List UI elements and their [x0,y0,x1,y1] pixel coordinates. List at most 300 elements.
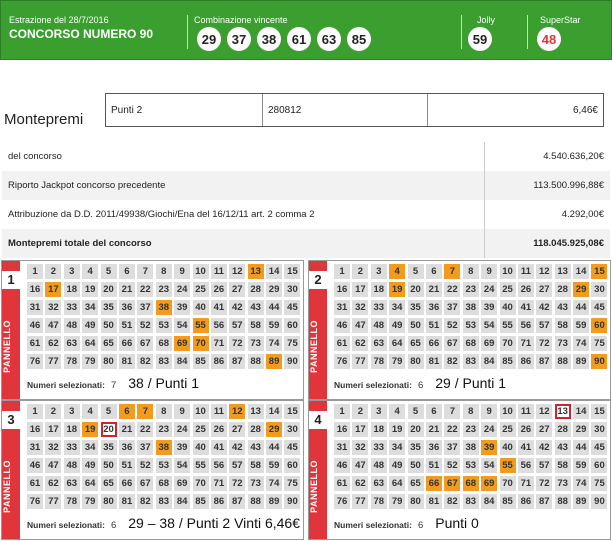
number-cell[interactable]: 33 [64,300,80,315]
number-cell[interactable]: 65 [101,336,117,351]
number-cell[interactable]: 67 [444,336,460,351]
number-cell[interactable]: 87 [536,354,552,369]
number-cell[interactable]: 10 [193,404,209,419]
number-cell[interactable]: 4 [389,404,405,419]
number-cell[interactable]: 14 [573,264,589,279]
number-cell[interactable]: 66 [119,336,135,351]
number-cell[interactable]: 31 [27,300,43,315]
number-cell[interactable]: 6 [119,404,135,419]
number-cell[interactable]: 75 [284,336,300,351]
number-cell[interactable]: 66 [119,476,135,491]
number-cell[interactable]: 17 [45,282,61,297]
number-cell[interactable]: 36 [119,440,135,455]
number-cell[interactable]: 89 [573,494,589,509]
number-cell[interactable]: 71 [518,476,534,491]
number-cell[interactable]: 61 [27,476,43,491]
number-cell[interactable]: 40 [500,300,516,315]
number-cell[interactable]: 74 [573,336,589,351]
number-cell[interactable]: 42 [229,300,245,315]
number-cell[interactable]: 31 [27,440,43,455]
number-cell[interactable]: 24 [481,422,497,437]
number-cell[interactable]: 38 [156,440,172,455]
number-cell[interactable]: 67 [137,476,153,491]
number-cell[interactable]: 40 [500,440,516,455]
number-cell[interactable]: 9 [174,404,190,419]
number-cell[interactable]: 77 [352,494,368,509]
number-cell[interactable]: 7 [444,264,460,279]
number-cell[interactable]: 64 [82,476,98,491]
number-cell[interactable]: 74 [573,476,589,491]
number-cell[interactable]: 87 [229,354,245,369]
number-cell[interactable]: 53 [156,458,172,473]
number-cell[interactable]: 28 [555,282,571,297]
number-cell[interactable]: 29 [573,282,589,297]
number-cell[interactable]: 69 [174,476,190,491]
number-cell[interactable]: 16 [334,422,350,437]
number-cell[interactable]: 64 [389,336,405,351]
number-cell[interactable]: 12 [536,404,552,419]
number-cell[interactable]: 88 [248,354,264,369]
number-cell[interactable]: 42 [229,440,245,455]
number-cell[interactable]: 33 [371,300,387,315]
number-cell[interactable]: 51 [119,318,135,333]
number-cell[interactable]: 18 [371,282,387,297]
number-cell[interactable]: 60 [591,318,607,333]
number-cell[interactable]: 6 [119,264,135,279]
number-cell[interactable]: 51 [426,318,442,333]
number-cell[interactable]: 36 [426,440,442,455]
number-cell[interactable]: 45 [284,300,300,315]
number-cell[interactable]: 62 [45,476,61,491]
number-cell[interactable]: 84 [481,494,497,509]
number-cell[interactable]: 41 [211,300,227,315]
number-cell[interactable]: 12 [229,404,245,419]
number-cell[interactable]: 19 [389,422,405,437]
number-cell[interactable]: 88 [555,494,571,509]
number-cell[interactable]: 49 [82,458,98,473]
number-cell[interactable]: 53 [463,458,479,473]
number-cell[interactable]: 19 [82,422,98,437]
number-cell[interactable]: 21 [426,422,442,437]
number-cell[interactable]: 55 [500,318,516,333]
number-cell[interactable]: 74 [266,336,282,351]
number-cell[interactable]: 73 [248,336,264,351]
number-cell[interactable]: 32 [352,300,368,315]
number-cell[interactable]: 85 [500,494,516,509]
number-cell[interactable]: 32 [352,440,368,455]
number-cell[interactable]: 65 [408,336,424,351]
number-cell[interactable]: 20 [408,282,424,297]
number-cell[interactable]: 44 [266,440,282,455]
number-cell[interactable]: 39 [174,300,190,315]
number-cell[interactable]: 35 [101,440,117,455]
number-cell[interactable]: 76 [334,354,350,369]
number-cell[interactable]: 5 [101,264,117,279]
number-cell[interactable]: 70 [500,476,516,491]
number-cell[interactable]: 35 [408,440,424,455]
number-cell[interactable]: 57 [229,318,245,333]
number-cell[interactable]: 70 [193,476,209,491]
number-cell[interactable]: 80 [408,354,424,369]
number-cell[interactable]: 76 [27,494,43,509]
number-cell[interactable]: 37 [137,440,153,455]
number-cell[interactable]: 25 [500,422,516,437]
number-cell[interactable]: 27 [536,422,552,437]
number-cell[interactable]: 70 [500,336,516,351]
number-cell[interactable]: 41 [518,300,534,315]
number-cell[interactable]: 23 [463,282,479,297]
number-cell[interactable]: 20 [101,282,117,297]
number-cell[interactable]: 22 [137,282,153,297]
number-cell[interactable]: 1 [334,264,350,279]
number-cell[interactable]: 9 [481,404,497,419]
number-cell[interactable]: 73 [248,476,264,491]
number-cell[interactable]: 73 [555,476,571,491]
number-cell[interactable]: 19 [82,282,98,297]
number-cell[interactable]: 21 [119,422,135,437]
number-cell[interactable]: 52 [444,458,460,473]
number-cell[interactable]: 15 [591,404,607,419]
number-cell[interactable]: 77 [352,354,368,369]
number-cell[interactable]: 71 [211,476,227,491]
number-cell[interactable]: 78 [64,354,80,369]
number-cell[interactable]: 8 [156,404,172,419]
number-cell[interactable]: 78 [371,354,387,369]
number-cell[interactable]: 45 [591,300,607,315]
number-cell[interactable]: 79 [82,354,98,369]
number-cell[interactable]: 59 [573,458,589,473]
number-cell[interactable]: 54 [174,318,190,333]
number-cell[interactable]: 90 [591,494,607,509]
number-cell[interactable]: 74 [266,476,282,491]
number-cell[interactable]: 33 [64,440,80,455]
number-cell[interactable]: 8 [463,264,479,279]
number-cell[interactable]: 13 [555,404,571,419]
number-cell[interactable]: 80 [101,354,117,369]
number-cell[interactable]: 25 [193,422,209,437]
number-cell[interactable]: 27 [536,282,552,297]
number-cell[interactable]: 61 [27,336,43,351]
number-cell[interactable]: 55 [500,458,516,473]
number-cell[interactable]: 67 [444,476,460,491]
number-cell[interactable]: 82 [444,354,460,369]
number-cell[interactable]: 50 [408,458,424,473]
number-cell[interactable]: 16 [27,282,43,297]
number-cell[interactable]: 54 [481,458,497,473]
number-cell[interactable]: 64 [389,476,405,491]
number-cell[interactable]: 43 [555,300,571,315]
number-cell[interactable]: 22 [444,282,460,297]
number-cell[interactable]: 78 [64,494,80,509]
number-cell[interactable]: 55 [193,318,209,333]
number-cell[interactable]: 86 [211,494,227,509]
number-cell[interactable]: 79 [389,354,405,369]
number-cell[interactable]: 63 [64,336,80,351]
number-cell[interactable]: 17 [45,422,61,437]
number-cell[interactable]: 3 [371,404,387,419]
number-cell[interactable]: 3 [64,404,80,419]
number-cell[interactable]: 67 [137,336,153,351]
number-cell[interactable]: 69 [174,336,190,351]
number-cell[interactable]: 72 [229,476,245,491]
number-cell[interactable]: 62 [352,476,368,491]
number-cell[interactable]: 72 [536,476,552,491]
number-cell[interactable]: 52 [137,458,153,473]
number-cell[interactable]: 49 [82,318,98,333]
number-cell[interactable]: 29 [573,422,589,437]
number-cell[interactable]: 30 [284,282,300,297]
number-cell[interactable]: 89 [573,354,589,369]
number-cell[interactable]: 89 [266,494,282,509]
number-cell[interactable]: 85 [193,354,209,369]
number-cell[interactable]: 85 [193,494,209,509]
number-cell[interactable]: 27 [229,282,245,297]
number-cell[interactable]: 86 [518,354,534,369]
number-cell[interactable]: 37 [444,440,460,455]
number-cell[interactable]: 7 [137,404,153,419]
number-cell[interactable]: 14 [266,404,282,419]
number-cell[interactable]: 75 [284,476,300,491]
number-cell[interactable]: 64 [82,336,98,351]
number-cell[interactable]: 11 [211,404,227,419]
number-cell[interactable]: 23 [156,422,172,437]
number-cell[interactable]: 6 [426,404,442,419]
number-cell[interactable]: 83 [156,354,172,369]
number-cell[interactable]: 77 [45,354,61,369]
number-cell[interactable]: 89 [266,354,282,369]
number-cell[interactable]: 68 [463,476,479,491]
number-cell[interactable]: 9 [174,264,190,279]
number-cell[interactable]: 82 [444,494,460,509]
number-cell[interactable]: 76 [27,354,43,369]
number-cell[interactable]: 18 [371,422,387,437]
number-cell[interactable]: 1 [334,404,350,419]
number-cell[interactable]: 84 [174,354,190,369]
number-cell[interactable]: 47 [45,318,61,333]
number-cell[interactable]: 5 [101,404,117,419]
number-cell[interactable]: 73 [555,336,571,351]
number-cell[interactable]: 28 [555,422,571,437]
number-cell[interactable]: 62 [352,336,368,351]
number-cell[interactable]: 60 [591,458,607,473]
number-cell[interactable]: 44 [573,300,589,315]
number-cell[interactable]: 81 [119,354,135,369]
number-cell[interactable]: 44 [266,300,282,315]
number-cell[interactable]: 14 [266,264,282,279]
number-cell[interactable]: 50 [408,318,424,333]
number-cell[interactable]: 26 [211,422,227,437]
number-cell[interactable]: 2 [45,404,61,419]
number-cell[interactable]: 2 [352,264,368,279]
number-cell[interactable]: 39 [481,440,497,455]
number-cell[interactable]: 56 [518,318,534,333]
number-cell[interactable]: 17 [352,282,368,297]
number-cell[interactable]: 35 [101,300,117,315]
number-cell[interactable]: 31 [334,440,350,455]
number-cell[interactable]: 51 [426,458,442,473]
number-cell[interactable]: 79 [82,494,98,509]
number-cell[interactable]: 29 [266,282,282,297]
number-cell[interactable]: 7 [444,404,460,419]
number-cell[interactable]: 14 [573,404,589,419]
number-cell[interactable]: 15 [284,404,300,419]
number-cell[interactable]: 39 [481,300,497,315]
number-cell[interactable]: 46 [27,318,43,333]
number-cell[interactable]: 28 [248,282,264,297]
number-cell[interactable]: 24 [174,282,190,297]
number-cell[interactable]: 4 [82,404,98,419]
number-cell[interactable]: 20 [101,422,117,437]
number-cell[interactable]: 54 [174,458,190,473]
number-cell[interactable]: 11 [518,404,534,419]
number-cell[interactable]: 13 [248,264,264,279]
number-cell[interactable]: 68 [156,476,172,491]
number-cell[interactable]: 36 [426,300,442,315]
number-cell[interactable]: 58 [248,458,264,473]
number-cell[interactable]: 45 [284,440,300,455]
number-cell[interactable]: 60 [284,458,300,473]
number-cell[interactable]: 61 [334,336,350,351]
number-cell[interactable]: 90 [284,494,300,509]
number-cell[interactable]: 81 [426,494,442,509]
number-cell[interactable]: 27 [229,422,245,437]
number-cell[interactable]: 7 [137,264,153,279]
number-cell[interactable]: 37 [137,300,153,315]
number-cell[interactable]: 58 [555,318,571,333]
number-cell[interactable]: 4 [389,264,405,279]
number-cell[interactable]: 15 [591,264,607,279]
number-cell[interactable]: 51 [119,458,135,473]
number-cell[interactable]: 83 [156,494,172,509]
number-cell[interactable]: 52 [137,318,153,333]
number-cell[interactable]: 50 [101,318,117,333]
number-cell[interactable]: 86 [211,354,227,369]
number-cell[interactable]: 34 [389,440,405,455]
number-cell[interactable]: 69 [481,336,497,351]
number-cell[interactable]: 66 [426,336,442,351]
number-cell[interactable]: 4 [82,264,98,279]
number-cell[interactable]: 47 [45,458,61,473]
number-cell[interactable]: 18 [64,282,80,297]
number-cell[interactable]: 38 [463,300,479,315]
number-cell[interactable]: 32 [45,300,61,315]
number-cell[interactable]: 23 [156,282,172,297]
number-cell[interactable]: 34 [389,300,405,315]
number-cell[interactable]: 38 [463,440,479,455]
number-cell[interactable]: 8 [463,404,479,419]
number-cell[interactable]: 21 [426,282,442,297]
number-cell[interactable]: 76 [334,494,350,509]
number-cell[interactable]: 88 [555,354,571,369]
number-cell[interactable]: 81 [426,354,442,369]
number-cell[interactable]: 80 [101,494,117,509]
number-cell[interactable]: 2 [45,264,61,279]
number-cell[interactable]: 86 [518,494,534,509]
number-cell[interactable]: 84 [174,494,190,509]
number-cell[interactable]: 63 [64,476,80,491]
number-cell[interactable]: 56 [211,458,227,473]
number-cell[interactable]: 53 [463,318,479,333]
number-cell[interactable]: 43 [248,300,264,315]
number-cell[interactable]: 57 [536,458,552,473]
number-cell[interactable]: 79 [389,494,405,509]
number-cell[interactable]: 68 [156,336,172,351]
number-cell[interactable]: 10 [193,264,209,279]
number-cell[interactable]: 6 [426,264,442,279]
number-cell[interactable]: 57 [229,458,245,473]
number-cell[interactable]: 42 [536,300,552,315]
number-cell[interactable]: 32 [45,440,61,455]
number-cell[interactable]: 37 [444,300,460,315]
number-cell[interactable]: 49 [389,458,405,473]
number-cell[interactable]: 72 [229,336,245,351]
number-cell[interactable]: 58 [555,458,571,473]
number-cell[interactable]: 46 [334,458,350,473]
number-cell[interactable]: 45 [591,440,607,455]
number-cell[interactable]: 61 [334,476,350,491]
number-cell[interactable]: 48 [371,318,387,333]
number-cell[interactable]: 12 [229,264,245,279]
number-cell[interactable]: 52 [444,318,460,333]
number-cell[interactable]: 30 [284,422,300,437]
number-cell[interactable]: 12 [536,264,552,279]
number-cell[interactable]: 54 [481,318,497,333]
number-cell[interactable]: 26 [518,422,534,437]
number-cell[interactable]: 87 [229,494,245,509]
number-cell[interactable]: 48 [64,318,80,333]
number-cell[interactable]: 3 [64,264,80,279]
number-cell[interactable]: 68 [463,336,479,351]
number-cell[interactable]: 65 [408,476,424,491]
number-cell[interactable]: 1 [27,264,43,279]
number-cell[interactable]: 55 [193,458,209,473]
number-cell[interactable]: 28 [248,422,264,437]
number-cell[interactable]: 2 [352,404,368,419]
number-cell[interactable]: 20 [408,422,424,437]
number-cell[interactable]: 56 [211,318,227,333]
number-cell[interactable]: 48 [371,458,387,473]
number-cell[interactable]: 19 [389,282,405,297]
number-cell[interactable]: 17 [352,422,368,437]
number-cell[interactable]: 11 [211,264,227,279]
number-cell[interactable]: 60 [284,318,300,333]
number-cell[interactable]: 80 [408,494,424,509]
number-cell[interactable]: 56 [518,458,534,473]
number-cell[interactable]: 16 [334,282,350,297]
number-cell[interactable]: 39 [174,440,190,455]
number-cell[interactable]: 83 [463,354,479,369]
number-cell[interactable]: 72 [536,336,552,351]
number-cell[interactable]: 65 [101,476,117,491]
number-cell[interactable]: 34 [82,300,98,315]
number-cell[interactable]: 75 [591,476,607,491]
number-cell[interactable]: 21 [119,282,135,297]
number-cell[interactable]: 15 [284,264,300,279]
number-cell[interactable]: 71 [518,336,534,351]
number-cell[interactable]: 3 [371,264,387,279]
number-cell[interactable]: 9 [481,264,497,279]
number-cell[interactable]: 82 [137,354,153,369]
number-cell[interactable]: 8 [156,264,172,279]
number-cell[interactable]: 75 [591,336,607,351]
number-cell[interactable]: 47 [352,458,368,473]
number-cell[interactable]: 42 [536,440,552,455]
number-cell[interactable]: 10 [500,404,516,419]
number-cell[interactable]: 69 [481,476,497,491]
number-cell[interactable]: 62 [45,336,61,351]
number-cell[interactable]: 84 [481,354,497,369]
number-cell[interactable]: 90 [591,354,607,369]
